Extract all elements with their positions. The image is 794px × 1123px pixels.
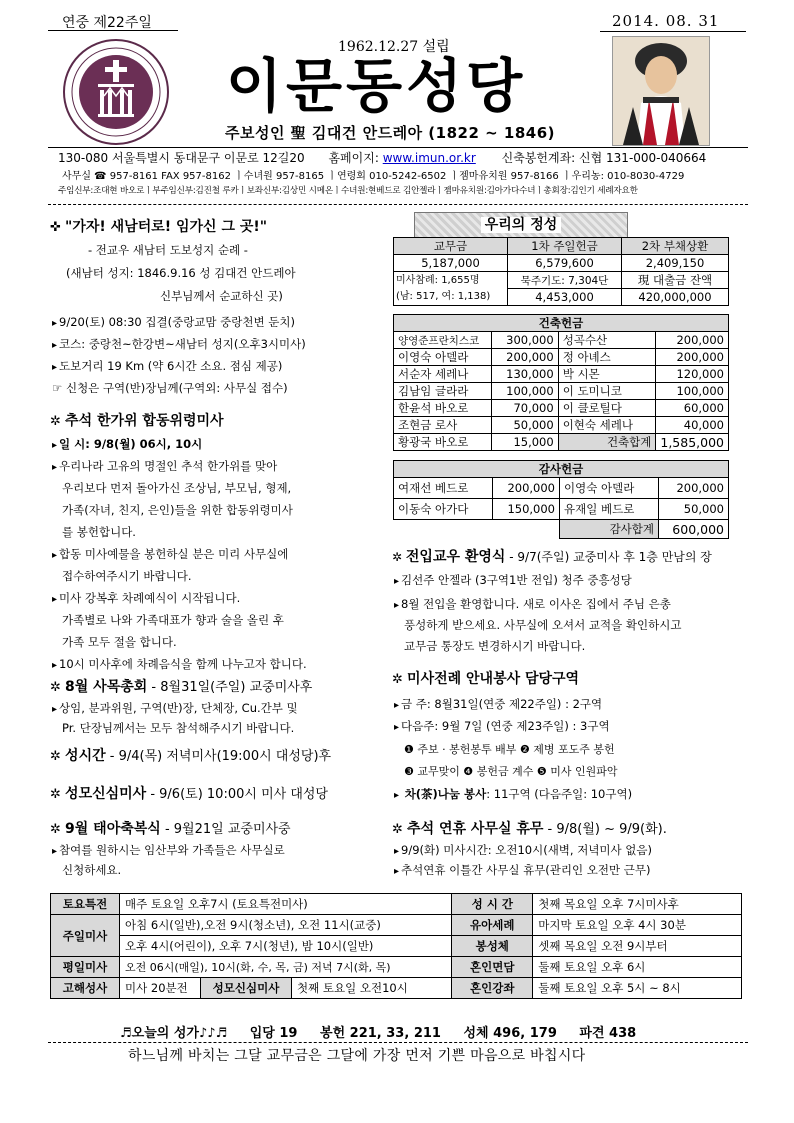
sched-value: 셋째 목요일 오전 9시부터 [533,936,742,957]
pastoral-line-2: Pr. 단장님께서는 모두 참석해주시기 바랍니다. [62,721,295,735]
sched-value: 오전 06시(매일), 10시(화, 수, 목, 금) 저녁 7시(화, 목) [120,957,452,978]
thanks-name: 이동숙 아가다 [394,499,493,520]
build-name: 조현금 로사 [394,417,492,434]
contact-line-1 [58,149,706,166]
fin-head-2: 1차 주일헌금 [508,238,622,255]
closure-line-1: ▸ 9/9(화) 미사시간: 오전10시(새벽, 저녁미사 없음) [394,842,652,858]
section-fetus-blessing: ✲ 9월 태아축복식 - 9월21일 교중미사중 [50,821,291,837]
mass-schedule-table [50,893,742,999]
build-amount: 50,000 [492,417,558,434]
finance-title-banner: 우리의 정성 [414,212,628,238]
donation-account: 신축봉헌계좌: 신협 131-000-040664 [501,151,707,165]
pilgrimage-item-3: ▸ 도보거리 19 Km (약 6시간 소요. 점심 제공) [52,358,282,374]
chuseok-line-5: 를 봉헌합니다. [62,525,136,539]
hymn-label: ♬오늘의 성가♪♪♬ [120,1026,228,1041]
build-amount: 60,000 [656,400,729,417]
thanks-total-label: 감사합계 [560,520,659,539]
sched-label: 주일미사 [51,915,120,957]
star-icon: ✲ [50,749,61,764]
finance-table [393,237,729,306]
pastoral-line-1: ▸ 상임, 분과위원, 구역(반)장, 단체장, Cu.간부 및 [52,700,298,716]
fetus-line-2: 신청하세요. [62,863,122,877]
build-name: 이 클로틸다 [558,400,656,417]
sched-label: 봉성체 [452,936,533,957]
star-icon: ✲ [50,787,61,802]
sched-label: 고해성사 [51,978,120,999]
fin-head-1: 교무금 [394,238,508,255]
liturgy-duties-1: ❶ 주보 · 봉헌봉투 배부 ❷ 제병 포도주 봉헌 [404,743,615,756]
tea-service: ▸ 차(茶)나눔 봉사: 11구역 (다음주일: 10구역) [394,786,632,802]
newcomer-line-2: ▸ 8월 전입을 환영합니다. 새로 이사온 집에서 주님 은총 [394,596,671,612]
pilgrimage-item-2: ▸ 코스: 중랑천~한강변~새남터 성지(오후3시미사) [52,336,306,352]
section-newcomer-welcome: ✲ 전입교우 환영식 - 9/7(주일) 교중미사 후 1층 만남의 장 [392,549,712,565]
section-chuseok-title: ✲ 추석 한가위 합동위령미사 [50,413,224,429]
contact-line-2: 사무실 ☎ 957-8161 FAX 957-8162 ㅣ수녀원 957-8165 ㅣ연령회 010-5242-6502 ㅣ젬마유치원 957-8166 ㅣ우리농: 010-8030-4729 [62,171,685,182]
chuseok-time: ▸ 일 시: 9/8(월) 06시, 10시 [52,436,202,452]
build-amount: 40,000 [656,417,729,434]
loan-value: 420,000,000 [622,289,729,306]
pilgrimage-item-1: ▸ 9/20(토) 08:30 집결(중랑교맘 중랑천변 둔치) [52,314,295,330]
build-name: 서순자 세레나 [394,366,492,383]
fin-val-2: 6,579,600 [508,255,622,272]
newcomer-line-3: 풍성하게 받으세요. 사무실에 오셔서 교적을 확인하시고 [404,618,682,632]
hymn-recessional: 파견 438 [579,1026,637,1041]
closure-line-2: ▸ 추석연휴 이틀간 사무실 휴무(관리인 오전만 근무) [394,862,650,878]
pilgrimage-apply: ☞ 신청은 구역(반)장님께(구역외: 사무실 접수) [52,381,288,395]
sched-value: 오후 4시(어린이), 오후 7시(청년), 밤 10시(일반) [120,936,452,957]
chuseok-line-2: ▸ 우리나라 고유의 명절인 추석 한가위를 맞아 [52,458,277,474]
build-amount: 130,000 [492,366,558,383]
sched-label: 유아세례 [452,915,533,936]
chuseok-line-6: ▸ 합동 미사예물을 봉헌하실 분은 미리 사무실에 [52,546,288,562]
thanks-amount: 200,000 [659,478,729,499]
pilgrimage-note-1: (새남터 성지: 1846.9.16 성 김대건 안드레아 [66,266,296,280]
footer-message: 하느님께 바치는 그달 교무금은 그달에 가장 먼저 기쁜 마음으로 바칩시다 [128,1048,586,1064]
newcomer-line-4: 교무금 통장도 변경하시기 바랍니다. [404,639,586,653]
thanks-total: 600,000 [659,520,729,539]
chuseok-line-8: ▸ 미사 강복후 차례예식이 시작됩니다. [52,590,240,606]
build-amount: 100,000 [492,383,558,400]
pilgrimage-subtitle: - 전교우 새남터 도보성지 순례 - [88,243,248,257]
week-label: 연중 제22주일 [62,15,152,31]
homepage-link[interactable]: www.imun.or.kr [382,151,476,165]
build-name: 이현숙 세레나 [558,417,656,434]
chuseok-line-11: ▸ 10시 미사후에 차례음식을 함께 나누고자 합니다. [52,656,307,672]
contact-line-3: 주임신부:조대현 바오로ㅣ부주임신부:김진철 루카ㅣ보좌신부:김상민 시메온ㅣ수녀원:현베드로 김안젤라ㅣ젬마유치원:김아가다수녀ㅣ총회장:김인기 세례자요한 [58,186,638,196]
thanks-name: 유재일 베드로 [560,499,659,520]
thanks-amount: 200,000 [493,478,560,499]
build-amount: 200,000 [656,332,729,349]
sched-label: 혼인면담 [452,957,533,978]
build-title: 건축헌금 [394,315,729,332]
thanks-fund-table [393,460,729,539]
build-amount: 200,000 [492,349,558,366]
star-icon: ✲ [50,822,61,837]
build-name: 성곡수산 [558,332,656,349]
hymn-entrance: 입당 19 [249,1026,298,1041]
mass-attendance: 미사참례: 1,655명 (남: 517, 여: 1,138) [394,272,508,306]
build-name: 한윤석 바오로 [394,400,492,417]
build-amount: 120,000 [656,366,729,383]
sched-label: 토요특전 [51,894,120,915]
build-total-label: 건축합계 [558,434,656,451]
cross-icon: ✜ [50,220,61,235]
pilgrimage-note-2: 신부님께서 순교하신 곳) [160,289,283,303]
church-name-title: 이문동성당 [226,52,527,120]
sched-label: 성 시 간 [452,894,533,915]
chuseok-line-9: 가족별로 나와 가족대표가 향과 술을 올린 후 [62,613,284,627]
rosary-value: 4,453,000 [508,289,622,306]
thanks-name: 이영숙 아델라 [560,478,659,499]
fetus-line-1: ▸ 참여를 원하시는 임산부와 가족들은 사무실로 [52,842,285,858]
build-name: 김남임 글라라 [394,383,492,400]
address: 130-080 서울특별시 동대문구 이문로 12길20 [58,151,305,165]
sched-label: 혼인강좌 [452,978,533,999]
patron-saint-portrait [612,36,710,146]
section-marian-mass: ✲ 성모신심미사 - 9/6(토) 10:00시 미사 대성당 [50,786,328,802]
chuseok-line-7: 접수하여주시기 바랍니다. [62,569,192,583]
star-icon: ✲ [50,414,61,429]
newcomer-line-1: ▸ 김선주 안젤라 (3구역1반 전입) 청주 중흥성당 [394,572,632,588]
thanks-name: 여재선 베드로 [394,478,493,499]
sched-value: 매주 토요일 오후7시 (토요특전미사) [120,894,452,915]
sched-value: 첫째 토요일 오전10시 [292,978,452,999]
build-name: 양영준프란치스코 [394,332,492,349]
fin-val-1: 5,187,000 [394,255,508,272]
hymn-line [120,1022,636,1041]
homepage-label: 홈페이지: [328,151,379,165]
liturgy-next-week: ▸ 다음주: 9월 7일 (연중 제23주일) : 3구역 [394,718,610,734]
fin-val-3: 2,409,150 [622,255,729,272]
thanks-amount: 50,000 [659,499,729,520]
sched-value: 미사 20분전 [120,978,201,999]
build-name: 정 아녜스 [558,349,656,366]
patron-saint-line: 주보성인 聖 김대건 안드레아 (1822 ~ 1846) [225,124,555,142]
build-name: 이영숙 아델라 [394,349,492,366]
section-pilgrimage-title: ✜ "가자! 새남터로! 임가신 그 곳!" [50,219,268,235]
loan-label: 現 대출금 잔액 [622,272,729,289]
liturgy-this-week: ▸ 금 주: 8월31일(연중 제22주일) : 2구역 [394,696,602,712]
star-icon: ✲ [392,672,403,687]
contact-divider [48,204,748,205]
build-amount: 100,000 [656,383,729,400]
established-date: 1962.12.27 설립 [338,39,450,55]
top-rule-right [600,31,746,32]
section-liturgy-service: ✲ 미사전례 안내봉사 담당구역 [392,671,580,687]
top-rule-left [48,30,178,31]
star-icon: ✲ [50,680,61,695]
sched-value: 아침 6시(일반),오전 9시(청소년), 오전 11시(교중) [120,915,452,936]
chuseok-line-10: 가족 모두 절을 합니다. [62,635,177,649]
liturgy-duties-2: ❸ 교무맞이 ❹ 봉헌금 계수 ❺ 미사 인원파악 [404,765,618,778]
section-pastoral-meeting: ✲ 8월 사목총회 - 8월31일(주일) 교중미사후 [50,679,313,695]
sched-value: 마지막 토요일 오후 4시 30분 [533,915,742,936]
thanks-amount: 150,000 [493,499,560,520]
sched-label: 평일미사 [51,957,120,978]
sched-value: 둘째 토요일 오후 6시 [533,957,742,978]
chuseok-line-3: 우리보다 먼저 돌아가신 조상님, 부모님, 형제, [62,481,292,495]
building-fund-table [393,314,729,451]
build-total: 1,585,000 [656,434,729,451]
rosary-label: 묵주기도: 7,304단 [508,272,622,289]
build-amount: 200,000 [656,349,729,366]
star-icon: ✲ [392,822,403,837]
hymn-communion: 성체 496, 179 [463,1026,557,1041]
fin-head-3: 2차 부채상환 [622,238,729,255]
build-amount: 300,000 [492,332,558,349]
build-name: 박 시몬 [558,366,656,383]
star-icon: ✲ [392,550,403,564]
header-divider [48,147,748,148]
section-office-closure: ✲ 추석 연휴 사무실 휴무 - 9/8(월) ~ 9/9(화). [392,821,667,837]
build-amount: 15,000 [492,434,558,451]
sched-value: 첫째 목요일 오후 7시미사후 [533,894,742,915]
build-name: 이 도미니코 [558,383,656,400]
sched-label: 성모신심미사 [201,978,292,999]
build-name: 황광국 바오로 [394,434,492,451]
section-holy-hour: ✲ 성시간 - 9/4(목) 저녁미사(19:00시 대성당)후 [50,748,332,764]
thanks-title: 감사헌금 [394,461,729,478]
hymn-offertory: 봉헌 221, 33, 211 [320,1026,441,1041]
church-seal-logo [60,38,172,146]
footer-rule [48,1042,748,1043]
sched-value: 둘째 토요일 오후 5시 ~ 8시 [533,978,742,999]
bulletin-date: 2014. 08. 31 [612,12,720,30]
build-amount: 70,000 [492,400,558,417]
chuseok-line-4: 가족(자녀, 친지, 은인)들을 위한 합동위령미사 [62,503,293,517]
